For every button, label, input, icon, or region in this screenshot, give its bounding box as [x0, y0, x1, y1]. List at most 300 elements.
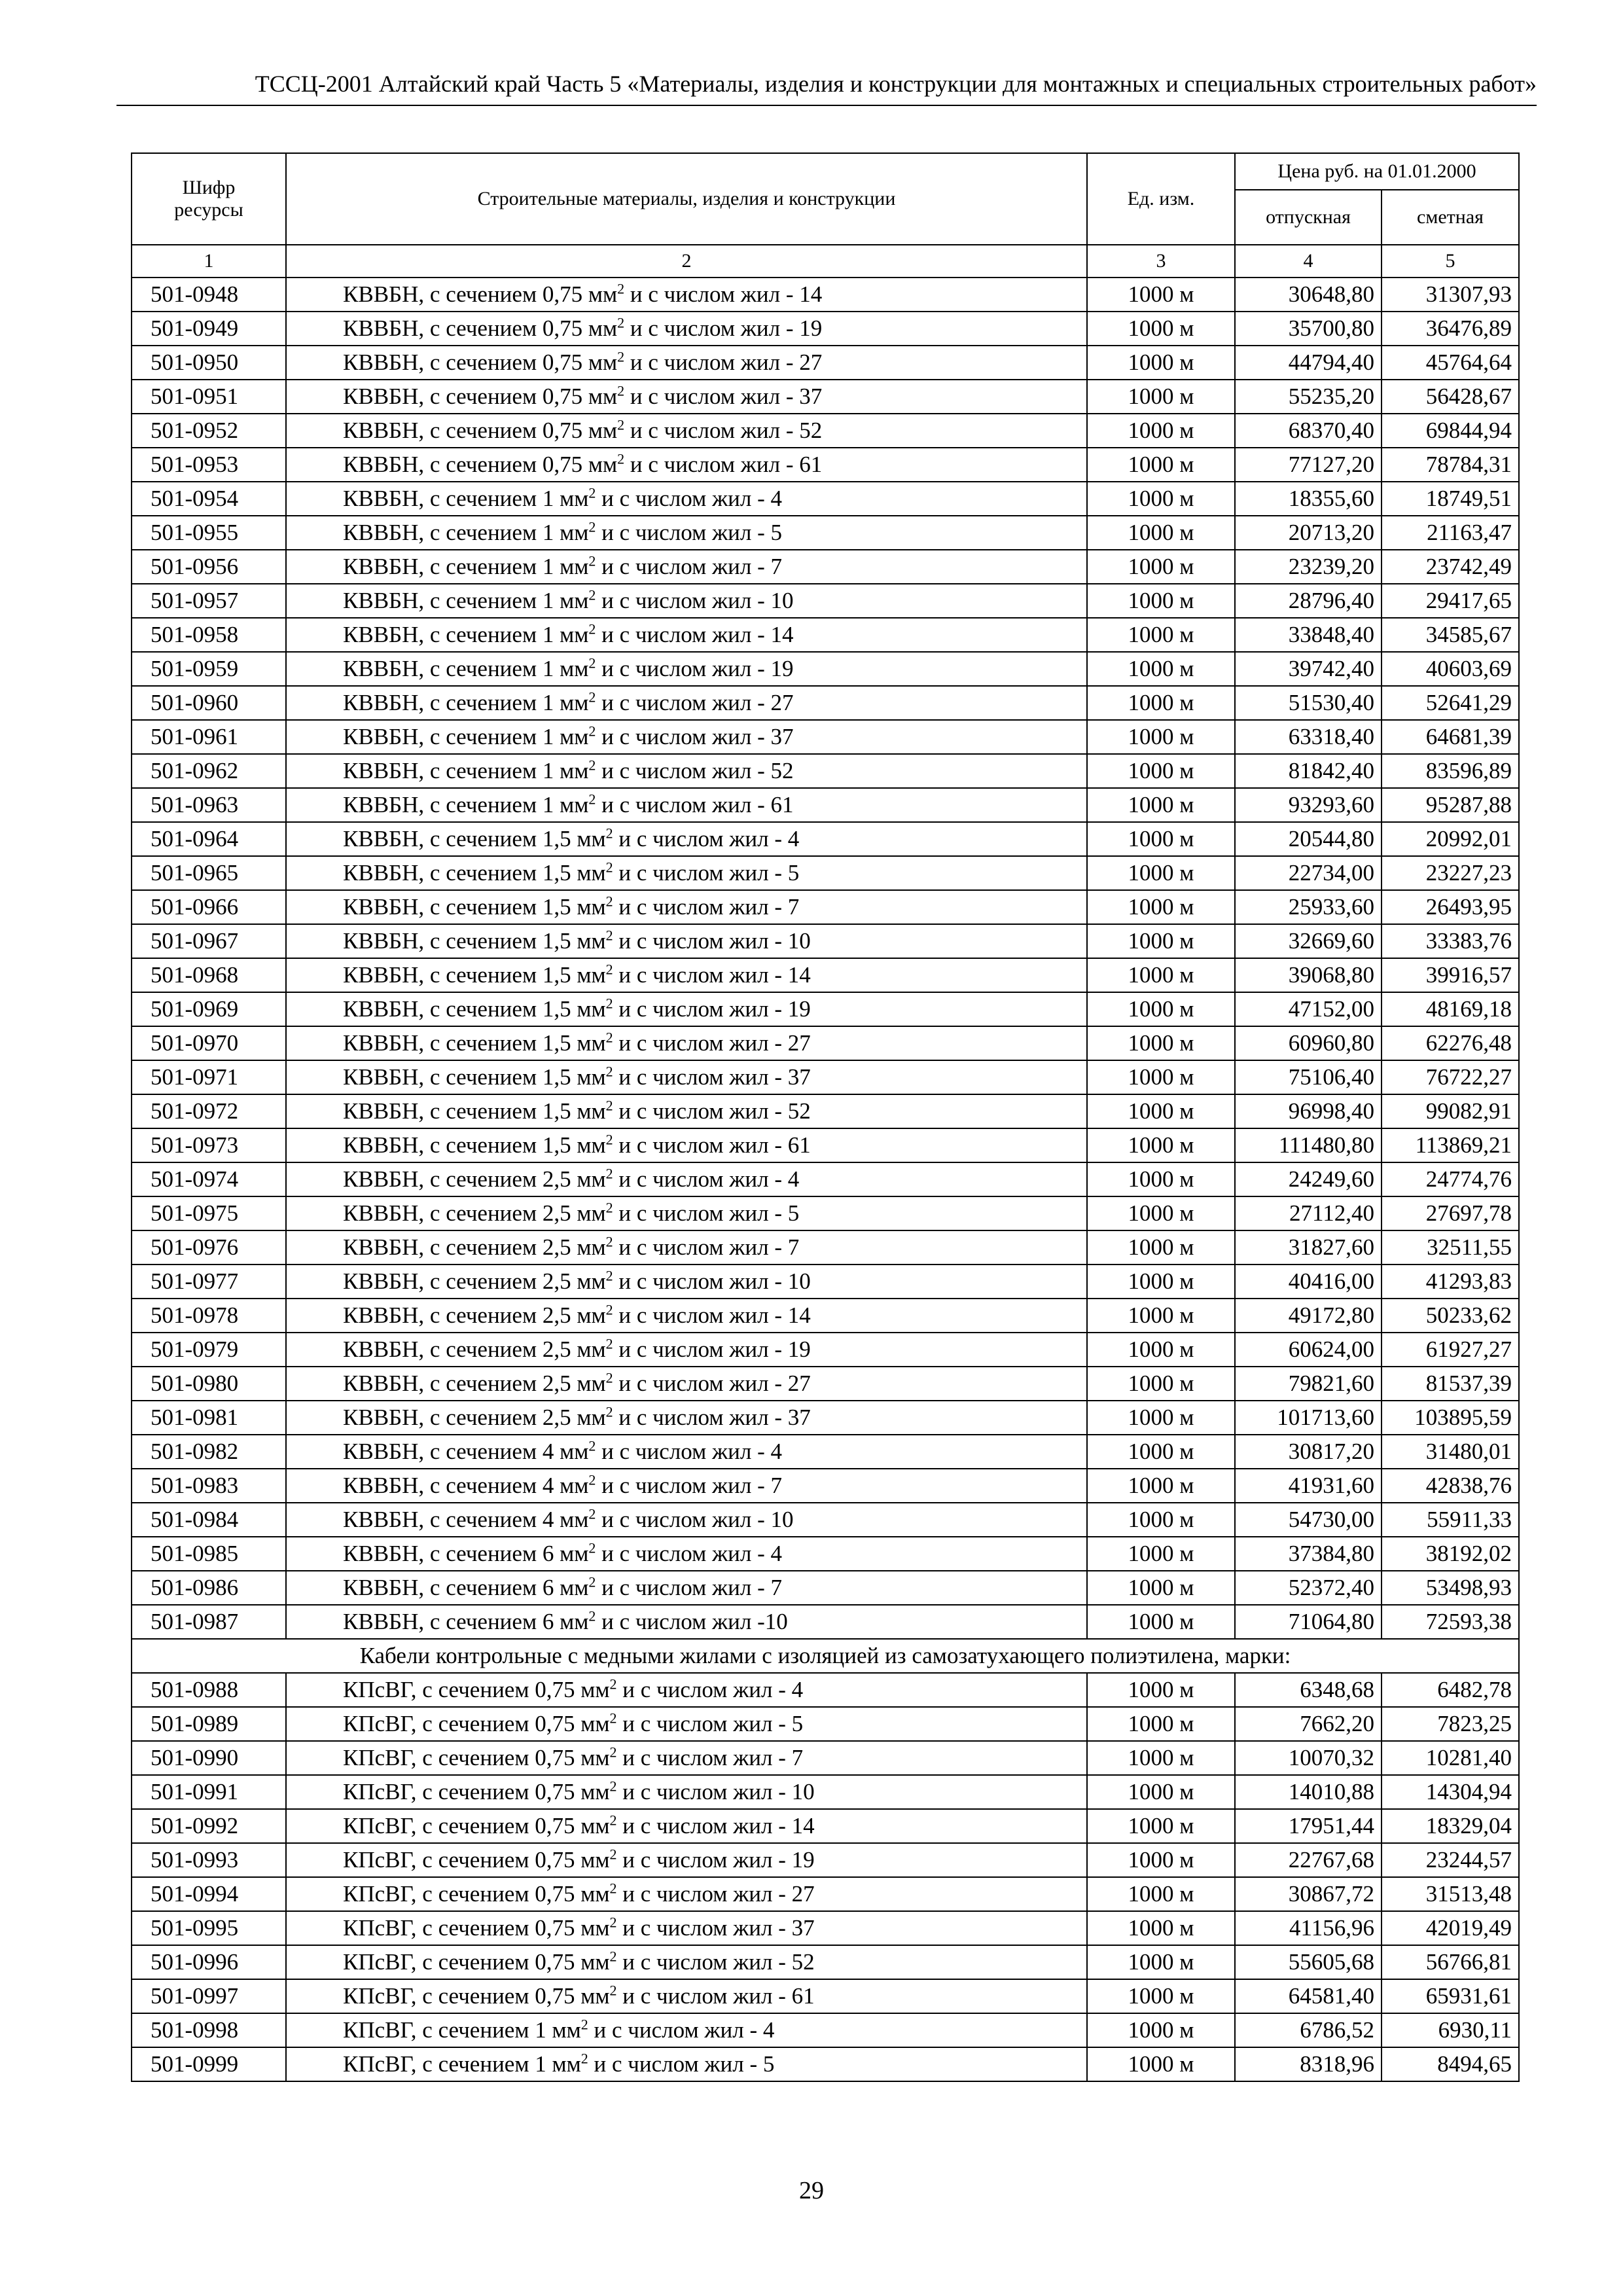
unit-cell: 1000 м	[1087, 380, 1235, 414]
table-row	[132, 346, 1519, 380]
estimate-price: 39916,57	[1382, 958, 1519, 992]
table-row	[132, 1775, 1519, 1809]
resource-code: 501-0997	[132, 1979, 286, 2013]
material-name-suffix: и с числом жил - 4	[613, 1166, 800, 1192]
release-price: 44794,40	[1235, 346, 1382, 380]
release-price: 22734,00	[1235, 856, 1382, 890]
material-name-text: КВВБН, с сечением 1 мм	[343, 588, 589, 613]
table-row	[132, 1401, 1519, 1435]
material-name-text: КПсВГ, с сечением 0,75 мм	[343, 1813, 610, 1839]
unit-cell: 1000 м	[1087, 890, 1235, 924]
resource-code: 501-0983	[132, 1469, 286, 1503]
material-name-suffix: и с числом жил - 61	[613, 1132, 811, 1158]
material-name-text: КВВБН, с сечением 1,5 мм	[343, 1098, 606, 1124]
material-name	[286, 686, 1087, 720]
table-row	[132, 1299, 1519, 1333]
material-name	[286, 1230, 1087, 1265]
release-price: 52372,40	[1235, 1571, 1382, 1605]
release-price: 75106,40	[1235, 1060, 1382, 1094]
material-name-suffix: и с числом жил - 14	[596, 622, 794, 647]
resource-code: 501-0965	[132, 856, 286, 890]
material-name	[286, 1843, 1087, 1877]
material-name	[286, 1162, 1087, 1196]
unit-cell: 1000 м	[1087, 754, 1235, 788]
material-name-text: КВВБН, с сечением 0,75 мм	[343, 452, 618, 477]
unit-cell: 1000 м	[1087, 414, 1235, 448]
superscript-two: 2	[617, 314, 625, 331]
resource-code: 501-0988	[132, 1673, 286, 1707]
release-price: 30817,20	[1235, 1435, 1382, 1469]
material-name-suffix: и с числом жил - 37	[613, 1064, 811, 1090]
header-rule	[116, 105, 1537, 106]
material-name-text: КВВБН, с сечением 1 мм	[343, 486, 589, 511]
column-number: 1	[132, 245, 286, 278]
estimate-price: 10281,40	[1382, 1741, 1519, 1775]
material-name-suffix: и с числом жил - 37	[613, 1405, 811, 1430]
material-name-text: КВВБН, с сечением 0,75 мм	[343, 281, 618, 307]
material-name-text: КВВБН, с сечением 1 мм	[343, 724, 589, 749]
table-row	[132, 482, 1519, 516]
table-row	[132, 822, 1519, 856]
unit-cell: 1000 м	[1087, 1128, 1235, 1162]
estimate-price: 18329,04	[1382, 1809, 1519, 1843]
material-name-suffix: и с числом жил - 7	[596, 1575, 783, 1600]
resource-code: 501-0959	[132, 652, 286, 686]
table-row	[132, 278, 1519, 312]
table-row	[132, 890, 1519, 924]
material-name-text: КВВБН, с сечением 6 мм	[343, 1609, 589, 1634]
unit-cell: 1000 м	[1087, 1707, 1235, 1741]
material-name-suffix: и с числом жил - 5	[596, 520, 783, 545]
release-price: 101713,60	[1235, 1401, 1382, 1435]
unit-cell: 1000 м	[1087, 1809, 1235, 1843]
material-name	[286, 992, 1087, 1026]
estimate-price: 31513,48	[1382, 1877, 1519, 1911]
table-row	[132, 414, 1519, 448]
estimate-price: 6930,11	[1382, 2013, 1519, 2047]
resource-code: 501-0948	[132, 278, 286, 312]
superscript-two: 2	[605, 961, 613, 978]
material-name	[286, 958, 1087, 992]
table-row	[132, 1537, 1519, 1571]
material-name-text: КПсВГ, с сечением 0,75 мм	[343, 1711, 610, 1736]
release-price: 22767,68	[1235, 1843, 1382, 1877]
header-unit: Ед. изм.	[1087, 153, 1235, 245]
material-name	[286, 720, 1087, 754]
material-name-suffix: и с числом жил - 19	[613, 1336, 811, 1362]
estimate-price: 41293,83	[1382, 1265, 1519, 1299]
unit-cell: 1000 м	[1087, 1775, 1235, 1809]
resource-code: 501-0974	[132, 1162, 286, 1196]
material-name-text: КВВБН, с сечением 2,5 мм	[343, 1405, 606, 1430]
table-row	[132, 448, 1519, 482]
material-name-text: КВВБН, с сечением 1,5 мм	[343, 928, 606, 954]
unit-cell: 1000 м	[1087, 1843, 1235, 1877]
material-name-suffix: и с числом жил - 27	[624, 350, 823, 375]
material-name-suffix: и с числом жил - 4	[596, 486, 783, 511]
resource-code: 501-0980	[132, 1367, 286, 1401]
resource-code: 501-0964	[132, 822, 286, 856]
resource-code: 501-0992	[132, 1809, 286, 1843]
material-name	[286, 1265, 1087, 1299]
resource-code: 501-0950	[132, 346, 286, 380]
table-row	[132, 550, 1519, 584]
superscript-two: 2	[605, 1165, 613, 1182]
material-name	[286, 1401, 1087, 1435]
table-row	[132, 618, 1519, 652]
material-name	[286, 1673, 1087, 1707]
material-name-suffix: и с числом жил - 5	[588, 2051, 775, 2077]
estimate-price: 42019,49	[1382, 1911, 1519, 1945]
column-number: 3	[1087, 245, 1235, 278]
material-name-suffix: и с числом жил - 61	[624, 452, 823, 477]
table-row	[132, 1877, 1519, 1911]
table-row	[132, 2047, 1519, 2081]
material-name	[286, 414, 1087, 448]
release-price: 20713,20	[1235, 516, 1382, 550]
material-name	[286, 1537, 1087, 1571]
material-name	[286, 1333, 1087, 1367]
estimate-price: 6482,78	[1382, 1673, 1519, 1707]
material-name-text: КВВБН, с сечением 1,5 мм	[343, 1030, 606, 1056]
estimate-price: 53498,93	[1382, 1571, 1519, 1605]
material-name-suffix: и с числом жил - 10	[596, 1507, 794, 1532]
superscript-two: 2	[609, 1914, 617, 1931]
estimate-price: 52641,29	[1382, 686, 1519, 720]
superscript-two: 2	[609, 1948, 617, 1965]
table-row	[132, 1026, 1519, 1060]
estimate-price: 64681,39	[1382, 720, 1519, 754]
header-name: Строительные материалы, изделия и конструкции	[286, 153, 1087, 245]
material-name-text: КВВБН, с сечением 1 мм	[343, 792, 589, 817]
resource-code: 501-0973	[132, 1128, 286, 1162]
material-name	[286, 1094, 1087, 1128]
material-name	[286, 1503, 1087, 1537]
material-name-suffix: и с числом жил - 19	[596, 656, 794, 681]
material-name-text: КВВБН, с сечением 6 мм	[343, 1575, 589, 1600]
resource-code: 501-0984	[132, 1503, 286, 1537]
release-price: 47152,00	[1235, 992, 1382, 1026]
release-price: 37384,80	[1235, 1537, 1382, 1571]
estimate-price: 113869,21	[1382, 1128, 1519, 1162]
material-name	[286, 1979, 1087, 2013]
estimate-price: 34585,67	[1382, 618, 1519, 652]
resource-code: 501-0985	[132, 1537, 286, 1571]
estimate-price: 69844,94	[1382, 414, 1519, 448]
material-name-suffix: и с числом жил - 5	[616, 1711, 804, 1736]
unit-cell: 1000 м	[1087, 1537, 1235, 1571]
table-row	[132, 1469, 1519, 1503]
material-name-text: КВВБН, с сечением 1,5 мм	[343, 1132, 606, 1158]
superscript-two: 2	[605, 825, 613, 842]
unit-cell: 1000 м	[1087, 346, 1235, 380]
superscript-two: 2	[605, 1335, 613, 1352]
material-name	[286, 1299, 1087, 1333]
estimate-price: 26493,95	[1382, 890, 1519, 924]
unit-cell: 1000 м	[1087, 618, 1235, 652]
material-name	[286, 1469, 1087, 1503]
table-row	[132, 1503, 1519, 1537]
column-number: 2	[286, 245, 1087, 278]
unit-cell: 1000 м	[1087, 924, 1235, 958]
resource-code: 501-0987	[132, 1605, 286, 1639]
material-name-suffix: и с числом жил - 14	[613, 1302, 811, 1328]
material-name-suffix: и с числом жил - 4	[588, 2017, 775, 2043]
release-price: 60624,00	[1235, 1333, 1382, 1367]
resource-code: 501-0995	[132, 1911, 286, 1945]
material-name-suffix: и с числом жил - 7	[596, 1473, 783, 1498]
estimate-price: 78784,31	[1382, 448, 1519, 482]
material-name-suffix: и с числом жил - 27	[596, 690, 794, 715]
material-name-suffix: и с числом жил - 10	[596, 588, 794, 613]
material-name	[286, 1435, 1087, 1469]
material-name-text: КВВБН, с сечением 1,5 мм	[343, 1064, 606, 1090]
table-body	[132, 278, 1519, 2081]
resource-code: 501-0991	[132, 1775, 286, 1809]
estimate-price: 95287,88	[1382, 788, 1519, 822]
material-name	[286, 1128, 1087, 1162]
release-price: 77127,20	[1235, 448, 1382, 482]
superscript-two: 2	[588, 1539, 596, 1556]
superscript-two: 2	[605, 1199, 613, 1216]
release-price: 27112,40	[1235, 1196, 1382, 1230]
material-name-suffix: и с числом жил - 52	[596, 758, 794, 783]
superscript-two: 2	[588, 1607, 596, 1624]
superscript-two: 2	[605, 893, 613, 910]
material-name	[286, 346, 1087, 380]
price-table	[131, 152, 1520, 2082]
material-name	[286, 380, 1087, 414]
material-name-text: КПсВГ, с сечением 0,75 мм	[343, 1745, 610, 1770]
estimate-price: 33383,76	[1382, 924, 1519, 958]
estimate-price: 23227,23	[1382, 856, 1519, 890]
resource-code: 501-0999	[132, 2047, 286, 2081]
superscript-two: 2	[605, 1131, 613, 1148]
superscript-two: 2	[588, 1471, 596, 1488]
resource-code: 501-0976	[132, 1230, 286, 1265]
unit-cell: 1000 м	[1087, 516, 1235, 550]
estimate-price: 40603,69	[1382, 652, 1519, 686]
material-name	[286, 754, 1087, 788]
resource-code: 501-0952	[132, 414, 286, 448]
estimate-price: 31307,93	[1382, 278, 1519, 312]
resource-code: 501-0971	[132, 1060, 286, 1094]
resource-code: 501-0966	[132, 890, 286, 924]
unit-cell: 1000 м	[1087, 448, 1235, 482]
material-name-suffix: и с числом жил - 61	[616, 1983, 815, 2009]
unit-cell: 1000 м	[1087, 958, 1235, 992]
material-name-text: КВВБН, с сечением 1 мм	[343, 656, 589, 681]
table-row	[132, 754, 1519, 788]
release-price: 63318,40	[1235, 720, 1382, 754]
unit-cell: 1000 м	[1087, 1435, 1235, 1469]
resource-code: 501-0969	[132, 992, 286, 1026]
superscript-two: 2	[588, 1437, 596, 1454]
superscript-two: 2	[617, 416, 625, 433]
resource-code: 501-0989	[132, 1707, 286, 1741]
unit-cell: 1000 м	[1087, 1571, 1235, 1605]
material-name-text: КПсВГ, с сечением 0,75 мм	[343, 1983, 610, 2009]
superscript-two: 2	[588, 791, 596, 808]
release-price: 23239,20	[1235, 550, 1382, 584]
material-name-suffix: и с числом жил - 52	[613, 1098, 811, 1124]
unit-cell: 1000 м	[1087, 1503, 1235, 1537]
material-name	[286, 1741, 1087, 1775]
unit-cell: 1000 м	[1087, 1741, 1235, 1775]
superscript-two: 2	[588, 757, 596, 774]
estimate-price: 65931,61	[1382, 1979, 1519, 2013]
estimate-price: 83596,89	[1382, 754, 1519, 788]
material-name-text: КПсВГ, с сечением 0,75 мм	[343, 1677, 610, 1702]
superscript-two: 2	[605, 1097, 613, 1114]
superscript-two: 2	[609, 1676, 617, 1693]
release-price: 55235,20	[1235, 380, 1382, 414]
table-row	[132, 720, 1519, 754]
material-name	[286, 550, 1087, 584]
material-name-text: КПсВГ, с сечением 0,75 мм	[343, 1915, 610, 1941]
estimate-price: 18749,51	[1382, 482, 1519, 516]
material-name	[286, 312, 1087, 346]
resource-code: 501-0979	[132, 1333, 286, 1367]
table-row	[132, 1911, 1519, 1945]
page-header: ТССЦ-2001 Алтайский край Часть 5 «Материалы, изделия и конструкции для монтажных и специальных строительных работ»	[255, 71, 1537, 97]
material-name	[286, 1945, 1087, 1979]
release-price: 39742,40	[1235, 652, 1382, 686]
table-row	[132, 312, 1519, 346]
resource-code: 501-0998	[132, 2013, 286, 2047]
material-name-text: КПсВГ, с сечением 0,75 мм	[343, 1779, 610, 1804]
material-name	[286, 1707, 1087, 1741]
table-row	[132, 1128, 1519, 1162]
table-row	[132, 1843, 1519, 1877]
material-name-text: КПсВГ, с сечением 1 мм	[343, 2051, 581, 2077]
unit-cell: 1000 м	[1087, 1469, 1235, 1503]
table-row	[132, 1265, 1519, 1299]
superscript-two: 2	[588, 484, 596, 501]
table-row	[132, 1605, 1519, 1639]
estimate-price: 56428,67	[1382, 380, 1519, 414]
superscript-two: 2	[588, 1573, 596, 1590]
material-name-text: КВВБН, с сечением 0,75 мм	[343, 350, 618, 375]
release-price: 49172,80	[1235, 1299, 1382, 1333]
material-name-text: КВВБН, с сечением 6 мм	[343, 1541, 589, 1566]
release-price: 20544,80	[1235, 822, 1382, 856]
superscript-two: 2	[617, 348, 625, 365]
estimate-price: 45764,64	[1382, 346, 1519, 380]
material-name-text: КВВБН, с сечением 1,5 мм	[343, 860, 606, 886]
superscript-two: 2	[609, 1812, 617, 1829]
estimate-price: 76722,27	[1382, 1060, 1519, 1094]
superscript-two: 2	[605, 927, 613, 944]
material-name-suffix: и с числом жил - 4	[613, 826, 800, 852]
unit-cell: 1000 м	[1087, 652, 1235, 686]
material-name-suffix: и с числом жил - 27	[613, 1371, 811, 1396]
release-price: 60960,80	[1235, 1026, 1382, 1060]
material-name	[286, 516, 1087, 550]
material-name	[286, 2013, 1087, 2047]
material-name-suffix: и с числом жил - 37	[616, 1915, 815, 1941]
table-row	[132, 1571, 1519, 1605]
material-name-text: КВВБН, с сечением 1,5 мм	[343, 894, 606, 920]
release-price: 39068,80	[1235, 958, 1382, 992]
release-price: 55605,68	[1235, 1945, 1382, 1979]
material-name-text: КВВБН, с сечением 2,5 мм	[343, 1302, 606, 1328]
estimate-price: 23742,49	[1382, 550, 1519, 584]
material-name-suffix: и с числом жил - 7	[616, 1745, 804, 1770]
estimate-price: 14304,94	[1382, 1775, 1519, 1809]
unit-cell: 1000 м	[1087, 482, 1235, 516]
material-name-text: КВВБН, с сечением 1,5 мм	[343, 996, 606, 1022]
superscript-two: 2	[617, 450, 625, 467]
unit-cell: 1000 м	[1087, 856, 1235, 890]
superscript-two: 2	[605, 1267, 613, 1284]
release-price: 79821,60	[1235, 1367, 1382, 1401]
unit-cell: 1000 м	[1087, 822, 1235, 856]
release-price: 71064,80	[1235, 1605, 1382, 1639]
table-row	[132, 1162, 1519, 1196]
resource-code: 501-0972	[132, 1094, 286, 1128]
material-name	[286, 1571, 1087, 1605]
superscript-two: 2	[617, 382, 625, 399]
estimate-price: 38192,02	[1382, 1537, 1519, 1571]
superscript-two: 2	[605, 859, 613, 876]
estimate-price: 27697,78	[1382, 1196, 1519, 1230]
table-row	[132, 2013, 1519, 2047]
table-row	[132, 1741, 1519, 1775]
material-name	[286, 890, 1087, 924]
superscript-two: 2	[609, 1778, 617, 1795]
release-price: 6786,52	[1235, 2013, 1382, 2047]
table-row	[132, 788, 1519, 822]
table-row	[132, 1196, 1519, 1230]
release-price: 31827,60	[1235, 1230, 1382, 1265]
superscript-two: 2	[605, 1369, 613, 1386]
material-name-suffix: и с числом жил - 37	[596, 724, 794, 749]
material-name	[286, 618, 1087, 652]
release-price: 81842,40	[1235, 754, 1382, 788]
estimate-price: 48169,18	[1382, 992, 1519, 1026]
material-name-suffix: и с числом жил - 7	[613, 1234, 800, 1260]
estimate-price: 103895,59	[1382, 1401, 1519, 1435]
material-name-text: КВВБН, с сечением 4 мм	[343, 1507, 589, 1532]
resource-code: 501-0956	[132, 550, 286, 584]
estimate-price: 61927,27	[1382, 1333, 1519, 1367]
estimate-price: 29417,65	[1382, 584, 1519, 618]
resource-code: 501-0982	[132, 1435, 286, 1469]
superscript-two: 2	[605, 1301, 613, 1318]
table-row	[132, 686, 1519, 720]
release-price: 28796,40	[1235, 584, 1382, 618]
resource-code: 501-0996	[132, 1945, 286, 1979]
table-row	[132, 924, 1519, 958]
material-name-text: КВВБН, с сечением 1 мм	[343, 758, 589, 783]
material-name	[286, 1060, 1087, 1094]
resource-code: 501-0968	[132, 958, 286, 992]
table-row	[132, 856, 1519, 890]
resource-code: 501-0962	[132, 754, 286, 788]
table-row	[132, 958, 1519, 992]
release-price: 41156,96	[1235, 1911, 1382, 1945]
unit-cell: 1000 м	[1087, 584, 1235, 618]
estimate-price: 56766,81	[1382, 1945, 1519, 1979]
unit-cell: 1000 м	[1087, 1945, 1235, 1979]
release-price: 32669,60	[1235, 924, 1382, 958]
superscript-two: 2	[588, 552, 596, 569]
table-row	[132, 516, 1519, 550]
release-price: 33848,40	[1235, 618, 1382, 652]
estimate-price: 42838,76	[1382, 1469, 1519, 1503]
material-name-text: КВВБН, с сечением 4 мм	[343, 1473, 589, 1498]
